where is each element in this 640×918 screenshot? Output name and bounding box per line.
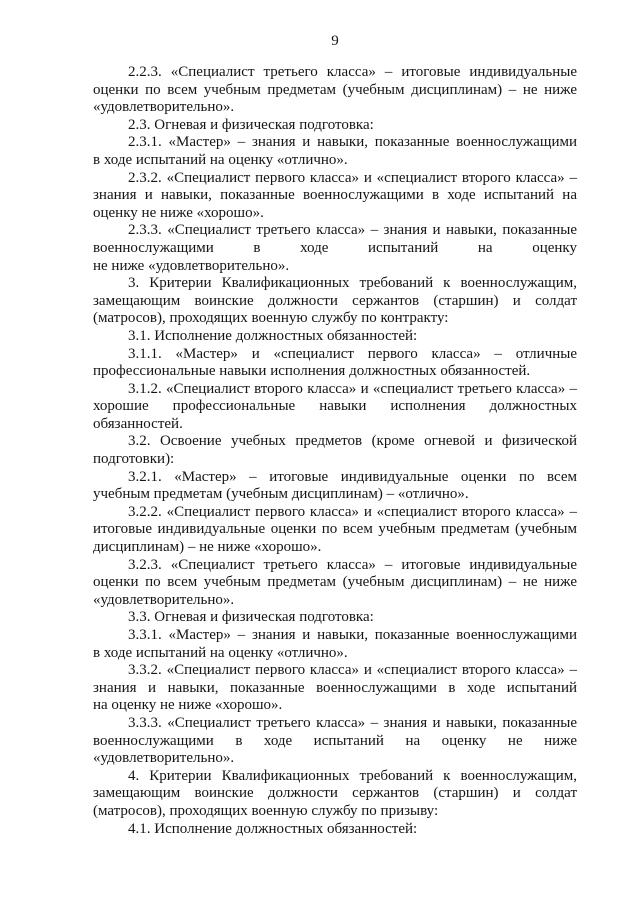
text-line: 3.3. Огневая и физическая подготовка: xyxy=(128,609,374,626)
text-line: военнослужащими в ходе испытаний на оценку xyxy=(93,239,577,256)
text-line: 3.2. Освоение учебных предметов (кроме огневой и физической xyxy=(128,433,577,450)
page-number: 9 xyxy=(331,33,339,49)
clause-3-1-2 xyxy=(93,381,577,434)
text-line: на оценку не ниже «хорошо». xyxy=(93,697,283,714)
text-line: замещающим воинские должности сержантов (старшин) и солдат xyxy=(93,785,577,802)
text-line: хорошие профессиональные навыки исполнения должностных xyxy=(93,398,577,415)
text-line: в ходе испытаний на оценку «отлично». xyxy=(93,151,348,168)
text-line: не ниже «удовлетворительно». xyxy=(93,257,290,274)
text-line: 3.2.2. «Специалист первого класса» и «специалист второго класса» – xyxy=(128,503,577,520)
text-line: знания и навыки, показанные военнослужащими в ходе испытаний на xyxy=(93,187,577,204)
text-line: учебным предметам (учебным дисциплинам) – «отлично». xyxy=(93,486,469,503)
text-line: оценки по всем учебным предметам (учебным дисциплинам) – не ниже xyxy=(93,574,577,591)
text-line: обязанностей. xyxy=(93,415,183,432)
text-line: замещающим воинские должности сержантов (старшин) и солдат xyxy=(93,292,577,309)
clause-2-3 xyxy=(93,117,577,135)
text-line: «удовлетворительно». xyxy=(93,591,235,608)
section-3-heading xyxy=(93,275,577,328)
text-line: 2.3.3. «Специалист третьего класса» – знания и навыки, показанные xyxy=(128,222,577,239)
text-line: 4.1. Исполнение должностных обязанностей: xyxy=(128,820,418,837)
text-line: дисциплинам) – не ниже «хорошо». xyxy=(93,539,322,556)
clause-3-3-1 xyxy=(93,627,577,662)
text-line: профессиональные навыки исполнения должностных обязанностей. xyxy=(93,363,531,380)
clause-3-3-2 xyxy=(93,662,577,715)
text-line: 4. Критерии Квалификационных требований к военнослужащим, xyxy=(128,767,577,784)
text-line: «удовлетворительно». xyxy=(93,750,235,767)
clause-2-2-3 xyxy=(93,64,577,117)
clause-3-2 xyxy=(93,433,577,468)
text-line: 2.3. Огневая и физическая подготовка: xyxy=(128,116,374,133)
text-line: 3.1. Исполнение должностных обязанностей: xyxy=(128,327,418,344)
text-line: 3.1.1. «Мастер» и «специалист первого класса» – отличные xyxy=(128,345,577,362)
text-line: военнослужащими в ходе испытаний на оценку не ниже xyxy=(93,732,577,749)
text-line: 3.2.1. «Мастер» – итоговые индивидуальные оценки по всем xyxy=(128,468,577,485)
text-line: в ходе испытаний на оценку «отлично». xyxy=(93,644,348,661)
text-line: «удовлетворительно». xyxy=(93,99,235,116)
text-line: 3.3.2. «Специалист первого класса» и «специалист второго класса» – xyxy=(128,662,577,679)
clause-3-2-2 xyxy=(93,504,577,557)
text-line: 3. Критерии Квалификационных требований к военнослужащим, xyxy=(128,275,577,292)
text-line: 3.1.2. «Специалист второго класса» и «специалист третьего класса» – xyxy=(128,380,577,397)
text-line: 3.2.3. «Специалист третьего класса» – итоговые индивидуальные xyxy=(128,556,577,573)
text-line: (матросов), проходящих военную службу по призыву: xyxy=(93,802,439,819)
text-line: знания и навыки, показанные военнослужащими в ходе испытаний xyxy=(93,679,577,696)
text-line: оценки по всем учебным предметам (учебным дисциплинам) – не ниже xyxy=(93,81,577,98)
document-body xyxy=(93,64,577,838)
text-line: 2.3.2. «Специалист первого класса» и «специалист второго класса» – xyxy=(128,169,577,186)
clause-4-1 xyxy=(93,821,577,839)
clause-3-1-1 xyxy=(93,346,577,381)
clause-2-3-1 xyxy=(93,134,577,169)
clause-2-3-3 xyxy=(93,222,577,275)
clause-3-2-1 xyxy=(93,469,577,504)
clause-3-2-3 xyxy=(93,557,577,610)
text-line: оценку не ниже «хорошо». xyxy=(93,204,264,221)
clause-3-3-3 xyxy=(93,715,577,768)
text-line: 3.3.3. «Специалист третьего класса» – знания и навыки, показанные xyxy=(128,714,577,731)
clause-2-3-2 xyxy=(93,170,577,223)
text-line: итоговые индивидуальные оценки по всем учебным предметам (учебным xyxy=(93,521,577,538)
text-line: 2.3.1. «Мастер» – знания и навыки, показанные военнослужащими xyxy=(128,134,577,151)
text-line: 3.3.1. «Мастер» – знания и навыки, показанные военнослужащими xyxy=(128,627,577,643)
text-line: (матросов), проходящих военную службу по контракту: xyxy=(93,310,449,327)
clause-3-3 xyxy=(93,609,577,627)
clause-3-1 xyxy=(93,328,577,346)
section-4-heading xyxy=(93,768,577,821)
text-line: 2.2.3. «Специалист третьего класса» – итоговые индивидуальные xyxy=(128,64,577,80)
text-line: подготовки): xyxy=(93,451,175,468)
